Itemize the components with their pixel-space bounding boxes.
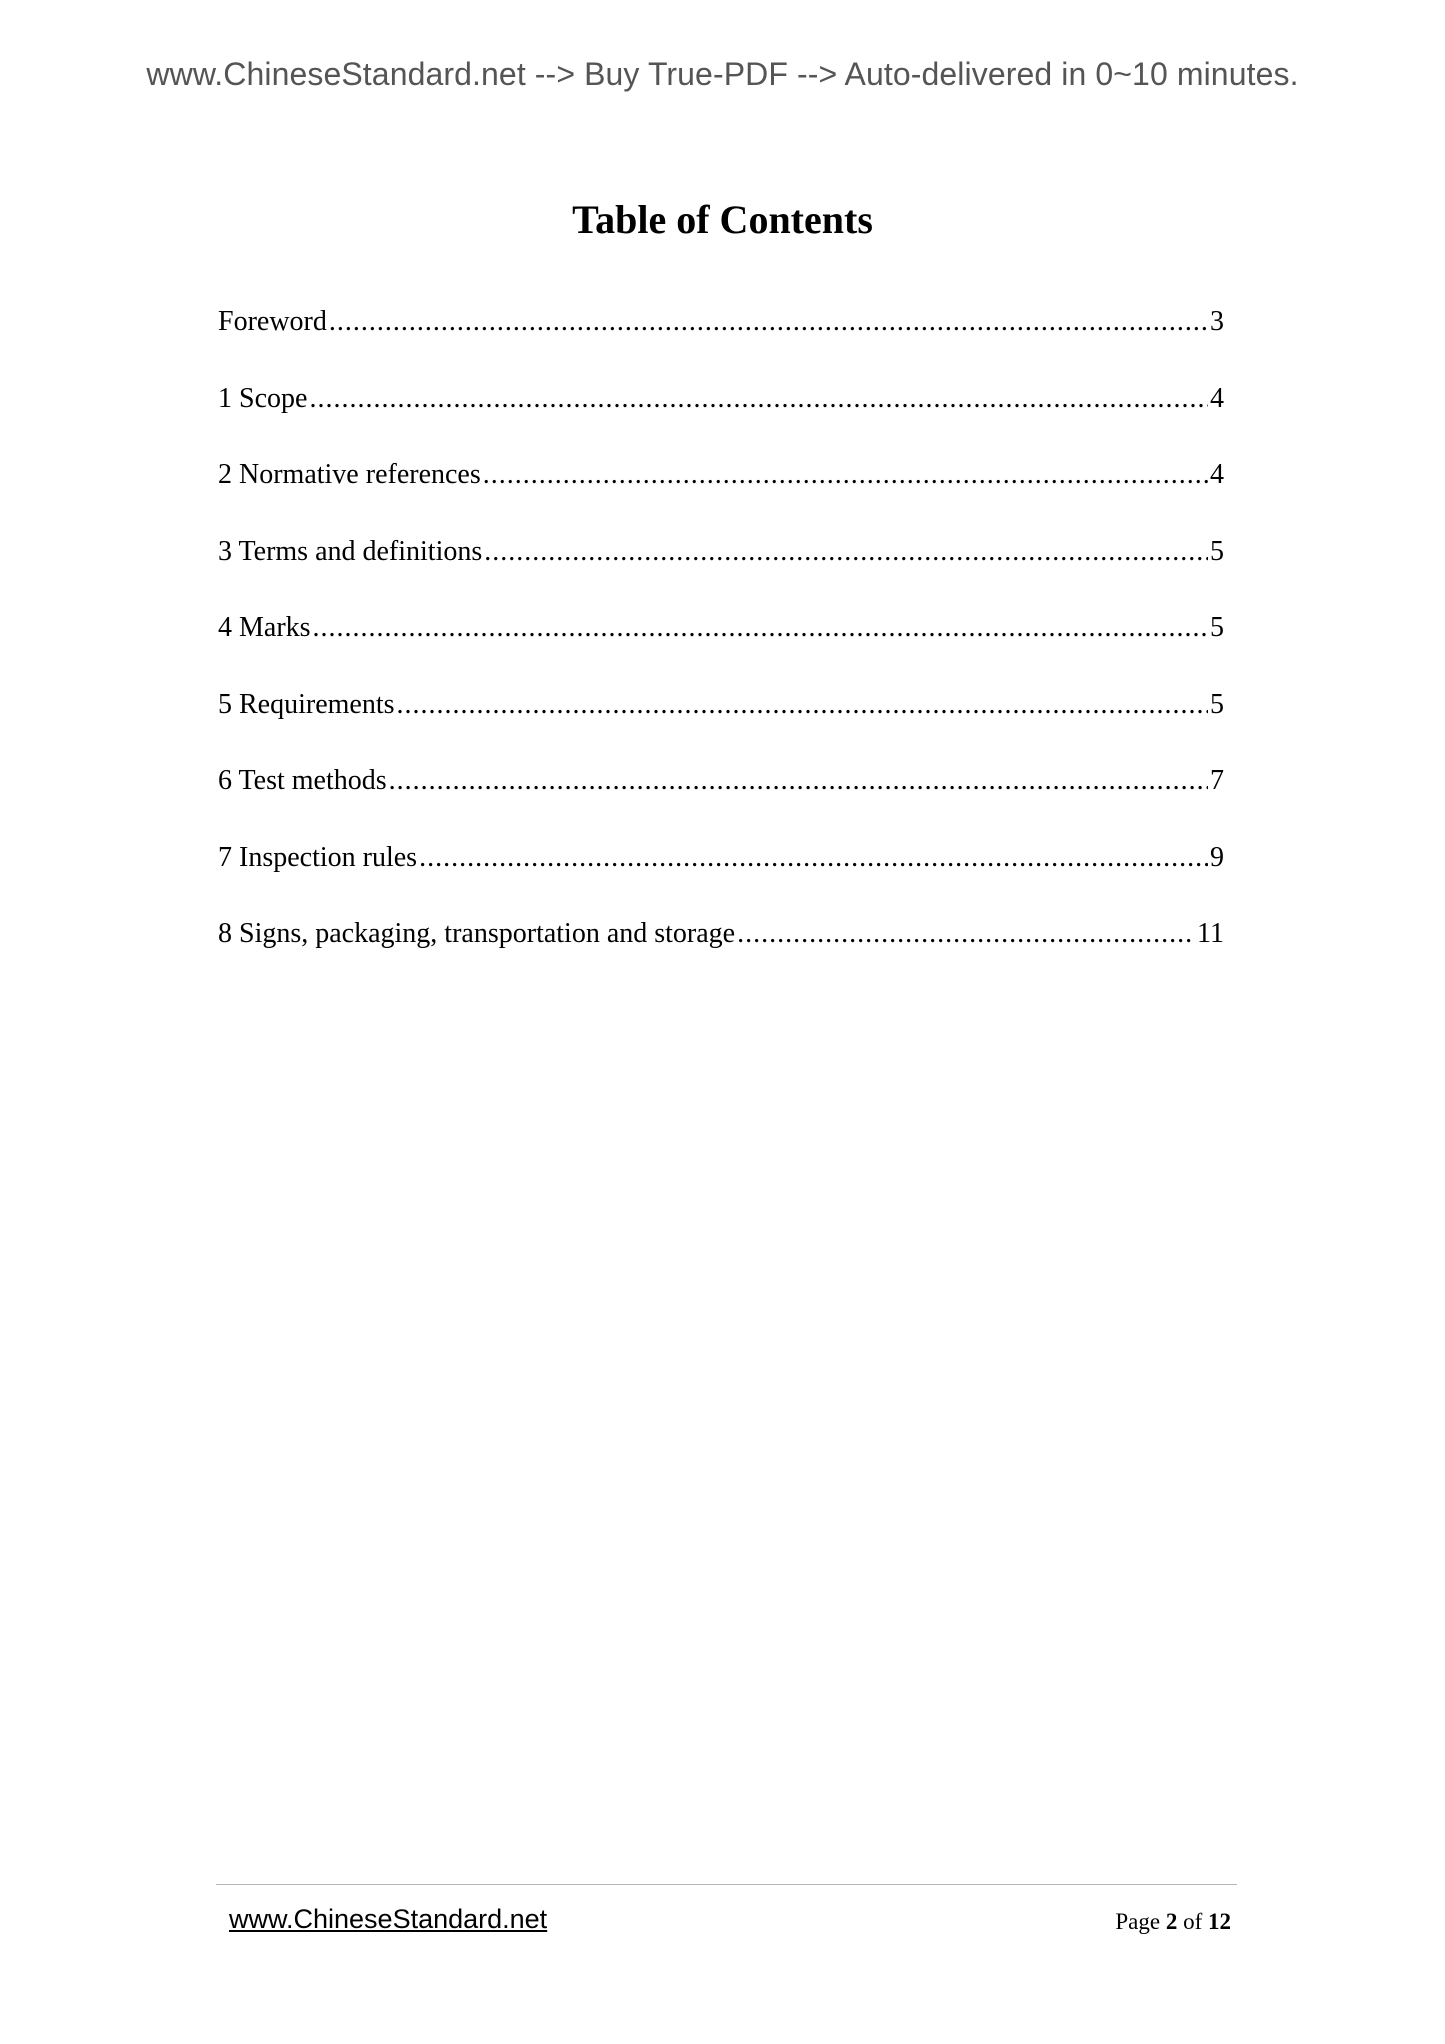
toc-entry-page: 5 xyxy=(1210,612,1224,643)
toc-entry-label: 5 Requirements xyxy=(218,688,395,720)
dot-leader xyxy=(309,383,1208,415)
toc-entry-requirements[interactable] xyxy=(218,689,1224,766)
toc-entry-marks[interactable] xyxy=(218,612,1224,689)
toc-entry-inspection-rules[interactable] xyxy=(218,842,1224,919)
page-number xyxy=(1115,1909,1231,1935)
dot-leader xyxy=(483,459,1208,491)
toc-entry-page: 9 xyxy=(1210,841,1224,873)
toc-entry-normative-references[interactable] xyxy=(218,459,1224,536)
toc-entry-page: 5 xyxy=(1210,535,1224,567)
dot-leader xyxy=(329,306,1208,338)
dot-leader xyxy=(419,842,1208,874)
toc-entry-foreword[interactable] xyxy=(218,306,1224,383)
toc-entry-scope[interactable] xyxy=(218,383,1224,460)
total-pages-number: 12 xyxy=(1208,1909,1231,1934)
toc-entry-label: 8 Signs, packaging, transportation and storage xyxy=(218,918,736,949)
footer-site-link[interactable]: www.ChineseStandard.net xyxy=(229,1904,548,1934)
toc-entry-label: 7 Inspection rules xyxy=(218,841,418,873)
toc-entry-label: 1 Scope xyxy=(218,382,308,414)
toc-entry-terms-and-definitions[interactable] xyxy=(218,536,1224,613)
page-word: Page xyxy=(1115,1909,1161,1934)
dot-leader xyxy=(313,612,1208,644)
toc-entry-page: 7 xyxy=(1210,765,1224,796)
current-page-number: 2 xyxy=(1165,1909,1178,1934)
page-title: Table of Contents xyxy=(572,197,873,242)
dot-leader xyxy=(389,765,1208,797)
dot-leader xyxy=(484,536,1208,568)
toc-entry-page: 4 xyxy=(1210,382,1224,414)
toc-entry-test-methods[interactable] xyxy=(218,765,1224,842)
toc-entry-page: 3 xyxy=(1210,306,1224,337)
toc-entry-signs-packaging[interactable] xyxy=(218,918,1224,995)
toc-entry-label: 4 Marks xyxy=(218,612,311,643)
dot-leader xyxy=(397,689,1208,721)
table-of-contents xyxy=(218,306,1224,995)
toc-entry-label: Foreword xyxy=(218,306,327,337)
footer-divider xyxy=(216,1884,1237,1885)
dot-leader xyxy=(737,918,1195,950)
toc-entry-page: 4 xyxy=(1210,459,1224,490)
toc-entry-label: 3 Terms and definitions xyxy=(218,535,483,567)
toc-entry-label: 2 Normative references xyxy=(218,459,481,490)
toc-entry-label: 6 Test methods xyxy=(218,765,387,796)
toc-entry-page: 11 xyxy=(1197,918,1224,949)
promo-banner: www.ChineseStandard.net --> Buy True-PDF --> Auto-delivered in 0~10 minutes. xyxy=(146,56,1299,92)
toc-entry-page: 5 xyxy=(1210,688,1224,720)
of-word: of xyxy=(1183,1909,1203,1934)
